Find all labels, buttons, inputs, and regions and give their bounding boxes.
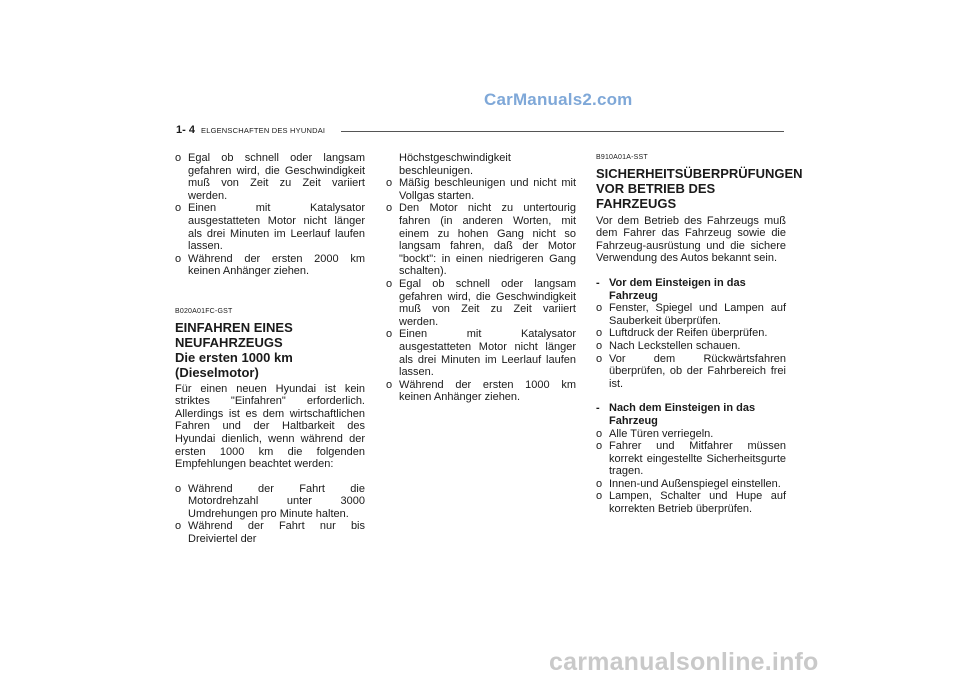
watermark-top: CarManuals2.com xyxy=(484,90,633,109)
list-item xyxy=(175,520,365,545)
bullet-marker: o xyxy=(175,520,182,533)
intro-paragraph: Vor dem Betrieb des Fahrzeugs muß dem Fahrer das Fahrzeug sowie die Fahrzeug-ausrüstung und die sichere Verwendung des Autos bekannt sein. xyxy=(596,214,786,265)
header-rule xyxy=(341,131,784,132)
bullet-marker: o xyxy=(386,378,393,391)
subsection-title-text: Nach dem Einsteigen in das Fahrzeug xyxy=(609,402,756,427)
list-item xyxy=(175,253,365,278)
bullet-marker: o xyxy=(386,328,393,341)
bullet-marker: o xyxy=(596,339,603,352)
column-3 xyxy=(596,152,803,516)
bullet-marker: o xyxy=(596,490,603,503)
bullet-marker: o xyxy=(596,427,603,440)
list-item-text: Fahrer und Mitfahrer müssen korrekt eingestellte Sicherheitsgurte tragen. xyxy=(609,440,786,478)
list-item-text: Luftdruck der Reifen überprüfen. xyxy=(609,327,768,340)
list-item xyxy=(596,428,786,441)
list-item-text: Vor dem Rückwärtsfahren überprüfen, ob der Fahrbereich frei ist. xyxy=(609,352,786,390)
bullet-marker: o xyxy=(596,477,603,490)
list-item-text: Alle Türen verriegeln. xyxy=(609,427,714,440)
list-item-text: Während der ersten 2000 km keinen Anhänger ziehen. xyxy=(188,252,365,278)
list-item-text: Während der ersten 1000 km keinen Anhänger ziehen. xyxy=(399,378,576,404)
list-item xyxy=(596,440,786,478)
section-heading xyxy=(596,165,803,211)
bullet-marker: o xyxy=(386,177,393,190)
subsection-title-text: Vor dem Einsteigen in das Fahrzeug xyxy=(609,276,746,302)
list-item xyxy=(175,483,365,521)
list-item-text: Innen-und Außenspiegel einstellen. xyxy=(609,477,781,490)
heading-line: VOR BETRIEB DES xyxy=(596,180,716,196)
list-item xyxy=(596,490,786,515)
bullet-marker: o xyxy=(175,202,182,215)
list-item-text: Einen mit Katalysator ausgestatteten Motor nicht länger als drei Minuten im Leerlauf laufen lassen. xyxy=(399,328,576,379)
bullet-marker: o xyxy=(596,440,603,453)
section-heading xyxy=(175,320,365,380)
heading-line: SICHERHEITSÜBERPRÜFUNGEN xyxy=(596,165,803,181)
list-item-text: Einen mit Katalysator ausgestatteten Motor nicht länger als drei Minuten im Leerlauf laufen lassen. xyxy=(188,202,365,253)
bullet-marker: o xyxy=(175,252,182,265)
heading-line: NEUFAHRZEUGS xyxy=(175,334,283,350)
section-code: B910A01A-SST xyxy=(596,154,648,161)
list-item-text: Den Motor nicht zu untertourig fahren (in anderen Worten, mit einem zu hohen Gang nicht so langsam fahren, daß der Motor "bockt": in einen niedrigeren Gang schalten). xyxy=(399,202,576,278)
subsection-title xyxy=(596,402,786,427)
list-item-text: Nach Leckstellen schauen. xyxy=(609,339,741,352)
subsection-title xyxy=(596,277,786,302)
page-number: 1- 4 xyxy=(176,124,195,136)
page-header xyxy=(176,124,784,136)
list-item xyxy=(386,278,576,328)
list-item xyxy=(386,379,576,404)
heading-line: Die ersten 1000 km xyxy=(175,349,293,365)
list-item xyxy=(175,152,365,202)
list-item-text: Egal ob schnell oder langsam gefahren wird, die Geschwindigkeit muß von Zeit zu Zeit variiert werden. xyxy=(399,277,576,328)
bullet-marker: o xyxy=(596,352,603,365)
list-item xyxy=(386,177,576,202)
bullet-marker: o xyxy=(596,327,603,340)
dash-marker: - xyxy=(596,402,600,415)
list-item xyxy=(596,353,786,391)
list-item xyxy=(596,302,786,327)
chapter-title: ELGENSCHAFTEN DES HYUNDAI xyxy=(201,126,326,135)
column-1 xyxy=(175,152,365,546)
section-code: B020A01FC-GST xyxy=(175,307,233,315)
bullet-marker: o xyxy=(386,202,393,215)
list-item xyxy=(596,340,786,353)
bullet-marker: o xyxy=(386,277,393,290)
column-2 xyxy=(386,152,576,404)
watermark-bottom: carmanualsonline.info xyxy=(549,648,819,676)
bullet-marker: o xyxy=(175,152,182,164)
list-item xyxy=(596,478,786,491)
list-item-text: Mäßig beschleunigen und nicht mit Vollgas starten. xyxy=(399,177,576,202)
list-item-text: Fenster, Spiegel und Lampen auf Sauberkeit überprüfen. xyxy=(609,302,786,327)
dash-marker: - xyxy=(596,276,600,289)
bullet-marker: o xyxy=(175,482,182,495)
list-item-text: Während der Fahrt die Motordrehzahl unter 3000 Umdrehungen pro Minute halten. xyxy=(188,482,365,520)
list-item xyxy=(386,328,576,378)
intro-paragraph: Für einen neuen Hyundai ist kein striktes "Einfahren" erforderlich. Allerdings ist es dem wirtschaftlichen Fahren und der Haltbarkeit des Hyundai dienlich, wenn während der ersten 1000 km die folgenden Empfehlungen beachtet werden: xyxy=(175,382,365,471)
continued-text: Höchstgeschwindigkeit beschleunigen. xyxy=(399,152,511,177)
bullet-marker: o xyxy=(596,302,603,315)
list-item-text: Egal ob schnell oder langsam gefahren wird, die Geschwindigkeit muß von Zeit zu Zeit variiert werden. xyxy=(188,152,365,202)
list-item-text: Während der Fahrt nur bis Dreiviertel der xyxy=(188,520,365,546)
list-item-text: Lampen, Schalter und Hupe auf korrekten Betrieb überprüfen. xyxy=(609,490,786,516)
heading-line: (Dieselmotor) xyxy=(175,364,259,380)
heading-line: FAHRZEUGS xyxy=(596,195,677,211)
list-item xyxy=(386,202,576,278)
heading-line: EINFAHREN EINES xyxy=(175,319,293,335)
list-item xyxy=(175,202,365,252)
list-item xyxy=(596,327,786,340)
